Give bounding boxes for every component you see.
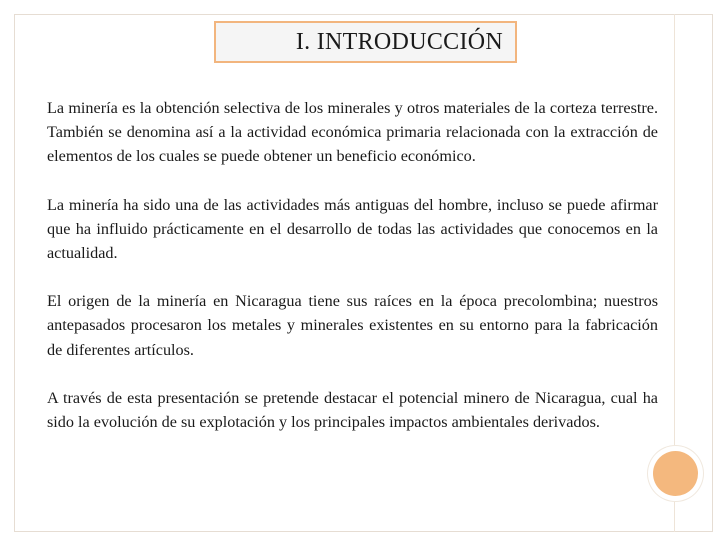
paragraph-mining-definition: La minería es la obtención selectiva de los minerales y otros materiales de la corteza terrestre. También se denomina así a la actividad económica primaria relacionada con la extracción de elementos de los cuales se puede obtener un beneficio económico. [47, 99, 658, 166]
paragraph-nicaragua-origin: El origen de la minería en Nicaragua tiene sus raíces en la época precolombina; nuestros antepasados procesaron los metales y minerales existentes en su entorno para la fabricación de diferentes artículos. [47, 292, 658, 359]
paragraph-mining-history: La minería ha sido una de las actividades más antiguas del hombre, incluso se puede afirmar que ha influido prácticamente en el desarrollo de todas las actividades que conocemos en la actualidad. [47, 195, 658, 263]
slide-title: I. INTRODUCCIÓN [295, 28, 503, 55]
title-box [214, 21, 517, 63]
decorative-circle [653, 451, 698, 496]
slide-content [47, 96, 658, 458]
paragraph-presentation-purpose: A través de esta presentación se pretende destacar el potencial minero de Nicaragua, cual ha sido la evolución de su explotación y los principales impactos ambientales derivados. [47, 388, 658, 432]
